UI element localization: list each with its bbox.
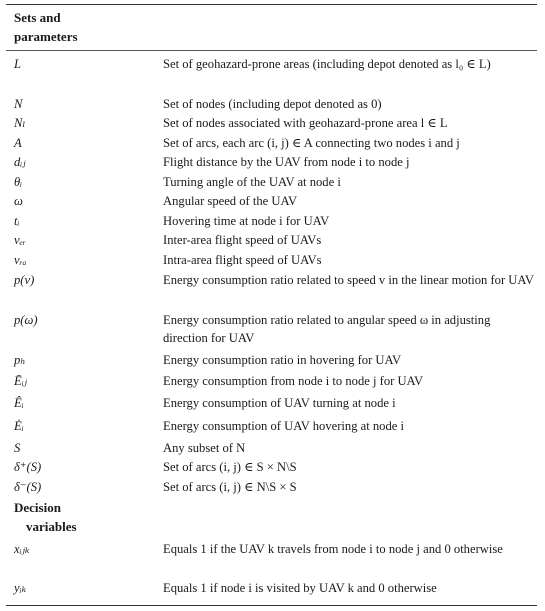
- row-symbol: vᵣₐ: [14, 253, 27, 267]
- row-description: Set of arcs, each arc (i, j) ∈ A connecting two nodes i and j: [163, 136, 460, 150]
- row-symbol: vₑᵣ: [14, 233, 26, 247]
- row-symbol: p(v): [14, 273, 35, 287]
- row-description: Inter-area flight speed of UAVs: [163, 233, 322, 247]
- row-symbol: A: [14, 136, 22, 150]
- row-description: Intra-area flight speed of UAVs: [163, 253, 322, 267]
- row-symbol: Ēᵢⱼ: [14, 374, 28, 388]
- table-header: [14, 8, 154, 46]
- row-symbol: δ⁺(S): [14, 460, 42, 474]
- table-bottom-rule: [6, 605, 537, 606]
- decision-header-line-2: variables: [26, 519, 77, 534]
- row-description: Set of nodes associated with geohazard-prone area l ∈ L: [163, 116, 448, 130]
- row-description: Energy consumption ratio related to angular speed ω in adjusting direction for UAV: [163, 313, 491, 345]
- decision-header-line-1: Decision: [14, 500, 61, 515]
- header-line-1: Sets and: [14, 10, 61, 25]
- row-description: Energy consumption of UAV hovering at node i: [163, 419, 405, 433]
- header-line-2: parameters: [14, 29, 78, 44]
- row-symbol: xᵢⱼₖ: [14, 542, 30, 556]
- row-description: Flight distance by the UAV from node i to node j: [163, 155, 410, 169]
- row-symbol: Ėᵢ: [14, 419, 24, 433]
- decision-variables-header: [14, 498, 154, 536]
- row-symbol: pₕ: [14, 353, 26, 367]
- row-symbol: θᵢ: [14, 175, 23, 189]
- row-description: Energy consumption ratio related to speed v in the linear motion for UAV: [163, 273, 534, 287]
- row-description: Equals 1 if the UAV k travels from node i to node j and 0 otherwise: [163, 542, 503, 556]
- row-description: Angular speed of the UAV: [163, 194, 298, 208]
- row-description: Any subset of N: [163, 441, 246, 455]
- row-symbol: L: [14, 57, 22, 71]
- header-rule: [6, 50, 537, 51]
- row-symbol: Êᵢ: [14, 396, 24, 410]
- row-symbol: Nₗ: [14, 116, 26, 130]
- row-symbol: δ⁻(S): [14, 480, 42, 494]
- row-description: Energy consumption from node i to node j for UAV: [163, 374, 424, 388]
- row-description: Set of geohazard-prone areas (including depot denoted as l₀ ∈ L): [163, 57, 491, 71]
- row-symbol: dᵢⱼ: [14, 155, 26, 169]
- row-symbol: tᵢ: [14, 214, 20, 228]
- row-description: Set of arcs (i, j) ∈ S × N\S: [163, 460, 297, 474]
- row-symbol: yᵢₖ: [14, 581, 27, 595]
- row-symbol: ω: [14, 194, 23, 208]
- row-description: Turning angle of the UAV at node i: [163, 175, 341, 189]
- row-symbol: S: [14, 441, 21, 455]
- row-symbol: N: [14, 97, 23, 111]
- table-top-rule: [6, 4, 537, 5]
- row-description: Set of nodes (including depot denoted as 0): [163, 97, 382, 111]
- row-description: Equals 1 if node i is visited by UAV k and 0 otherwise: [163, 581, 437, 595]
- row-description: Set of arcs (i, j) ∈ N\S × S: [163, 480, 297, 494]
- row-description: Energy consumption ratio in hovering for UAV: [163, 353, 402, 367]
- row-description: Energy consumption of UAV turning at node i: [163, 396, 396, 410]
- row-symbol: p(ω): [14, 313, 38, 327]
- row-description: Hovering time at node i for UAV: [163, 214, 330, 228]
